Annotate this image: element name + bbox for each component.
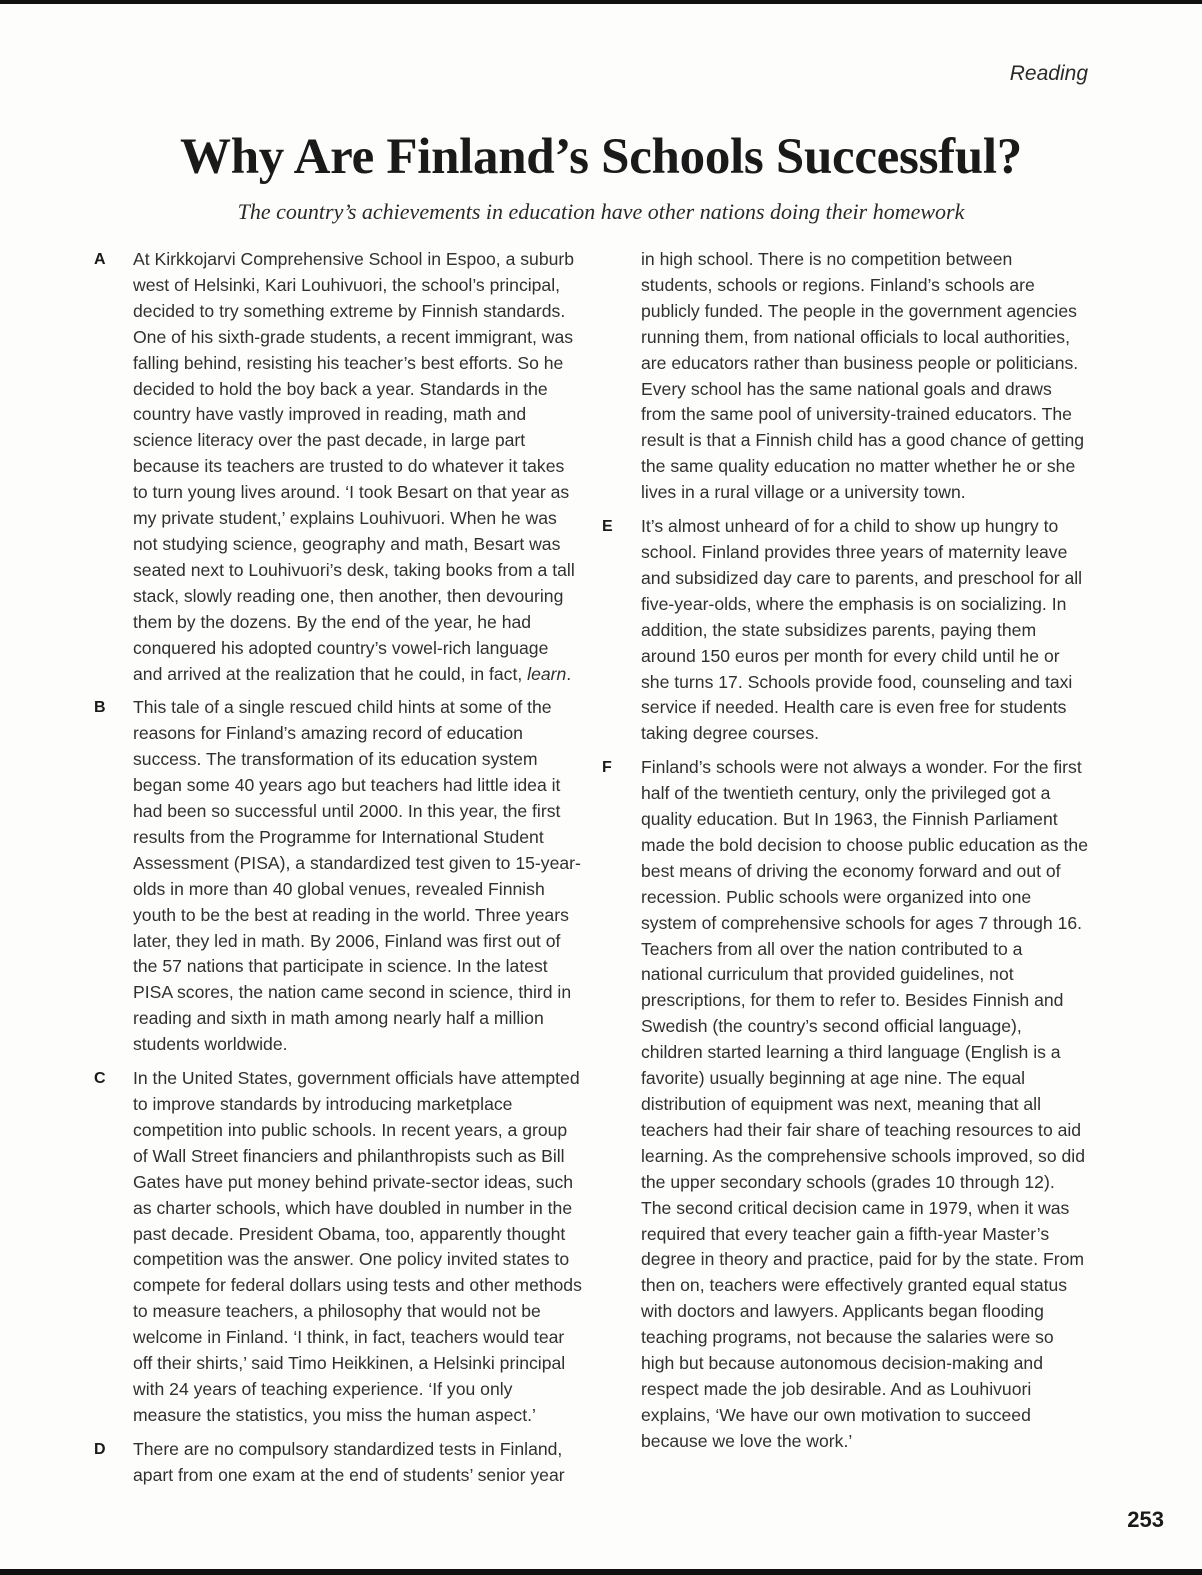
paragraph-text: In the United States, government officials have attempted to improve standards by introducing marketplace competition into public schools. In recent years, a group of Wall Street financiers and philanthropists such as Bill Gates have put money behind private-sector ideas, such as charter schools, which have doubled in number in the past decade. President Obama, too, apparently thought competition was the answer. One policy invited states to compete for federal dollars using tests and other methods to measure teachers, a philosophy that would not be welcome in Finland. ‘I think, in fact, teachers would tear off their shirts,’ said Timo Heikkinen, a Helsinki principal with 24 years of teaching experience. ‘If you only measure the statistics, you miss the human aspect.’: [133, 1068, 582, 1425]
paragraph-letter: F: [602, 759, 612, 777]
paragraph-letter: D: [94, 1440, 106, 1458]
paragraph-letter: E: [602, 518, 613, 536]
paragraph-text: This tale of a single rescued child hints at some of the reasons for Finland’s amazing record of education success. The transformation of its education system began some 40 years ago but teachers had little idea it had been so successful until 2000. In this year, the first results from the Programme for International Student Assessment (PISA), a standardized test given to 15-year-olds in more than 40 global venues, revealed Finnish youth to be the best at reading in the world. Three years later, they led in math. By 2006, Finland was first out of the 57 nations that participate in science. In the latest PISA scores, the nation came second in science, third in reading and sixth in math among nearly half a million students worldwide.: [133, 697, 581, 1055]
paragraph-a-body: At Kirkkojarvi Comprehensive School in Espoo, a suburb west of Helsinki, Kari Louhivuori, the school’s principal, decided to try something extreme by Finnish standards. One of his sixth-grade students, a recent immigrant, was falling behind, resisting his teacher’s best efforts. So he decided to hold the boy back a year. Standards in the country have vastly improved in reading, math and science literacy over the past decade, in large part because its teachers are trusted to do whatever it takes to turn young lives around. ‘I took Besart on that year as my private student,’ explains Louhivuori. When he was not studying science, geography and math, Besart was seated next to Louhivuori’s desk, taking books from a tall stack, slowly reading one, then another, then devouring them by the dozens. By the end of the year, he had conquered his adopted country’s vowel-rich language and arrived at the realization that he could, in fact,: [133, 249, 575, 684]
section-label: Reading: [1009, 62, 1088, 85]
right-column: [598, 247, 1088, 1463]
article-title: Why Are Finland’s Schools Successful?: [180, 129, 1022, 185]
page-number: 253: [1127, 1507, 1164, 1532]
paragraph-text: [133, 247, 582, 687]
article-subtitle: The country’s achievements in education have other nations doing their homework: [237, 199, 965, 224]
bottom-rule: [0, 1569, 1202, 1575]
paragraph-text: There are no compulsory standardized tests in Finland, apart from one exam at the end of students’ senior year: [133, 1438, 565, 1485]
paragraph-f: [598, 755, 1088, 1454]
paragraph-d-continued: [598, 247, 1088, 506]
paragraph-e: [598, 514, 1088, 747]
paragraph-text: in high school. There is no competition between students, schools or regions. Finland’s schools are publicly funded. The people in the government agencies running them, from national officials to local authorities, are educators rather than business people or politicians. Every school has the same national goals and draws from the same pool of university-trained educators. The result is that a Finnish child has a good chance of getting the same quality education no matter whether he or she lives in a rural village or a university town.: [641, 249, 1085, 503]
paragraph-c: [90, 1066, 582, 1429]
paragraph-d: [90, 1437, 582, 1489]
paragraph-letter: B: [94, 699, 106, 717]
paragraph-letter: C: [94, 1070, 106, 1088]
paragraph-a-emphasis: learn: [527, 663, 567, 684]
paragraph-a: [90, 247, 582, 687]
top-rule: [0, 0, 1202, 4]
paragraph-letter: A: [94, 251, 106, 268]
left-column: [90, 247, 582, 1497]
paragraph-text: It’s almost unheard of for a child to show up hungry to school. Finland provides three years of maternity leave and subsidized day care to parents, and preschool for all five-year-olds, where the emphasis is on socializing. In addition, the state subsidizes parents, paying them around 150 euros per month for every child until he or she turns 17. Schools provide food, counseling and taxi service if needed. Health care is even free for students taking degree courses.: [641, 516, 1083, 744]
paragraph-a-tail: .: [566, 663, 572, 684]
paragraph-b: [90, 695, 582, 1058]
paragraph-text: Finland’s schools were not always a wonder. For the first half of the twentieth century, only the privileged got a quality education. But In 1963, the Finnish Parliament made the bold decision to choose public education as the best means of driving the economy forward and out of recession. Public schools were organized into one system of comprehensive schools for ages 7 through 16. Teachers from all over the nation contributed to a national curriculum that provided guidelines, not prescriptions, for them to refer to. Besides Finnish and Swedish (the country’s second official language), children started learning a third language (English is a favorite) usually beginning at age nine. The equal distribution of equipment was next, meaning that all teachers had their fair share of teaching resources to aid learning. As the comprehensive schools improved, so did the upper secondary schools (grades 10 through 12). The second critical decision came in 1979, when it was required that every teacher gain a fifth-year Master’s degree in theory and practice, paid for by the state. From then on, teachers were effectively granted equal status with doctors and lawyers. Applicants began flooding teaching programs, not because the salaries were so high but because autonomous decision-making and respect made the job desirable. And as Louhivuori explains, ‘We have our own motivation to succeed because we love the work.’: [641, 757, 1088, 1451]
